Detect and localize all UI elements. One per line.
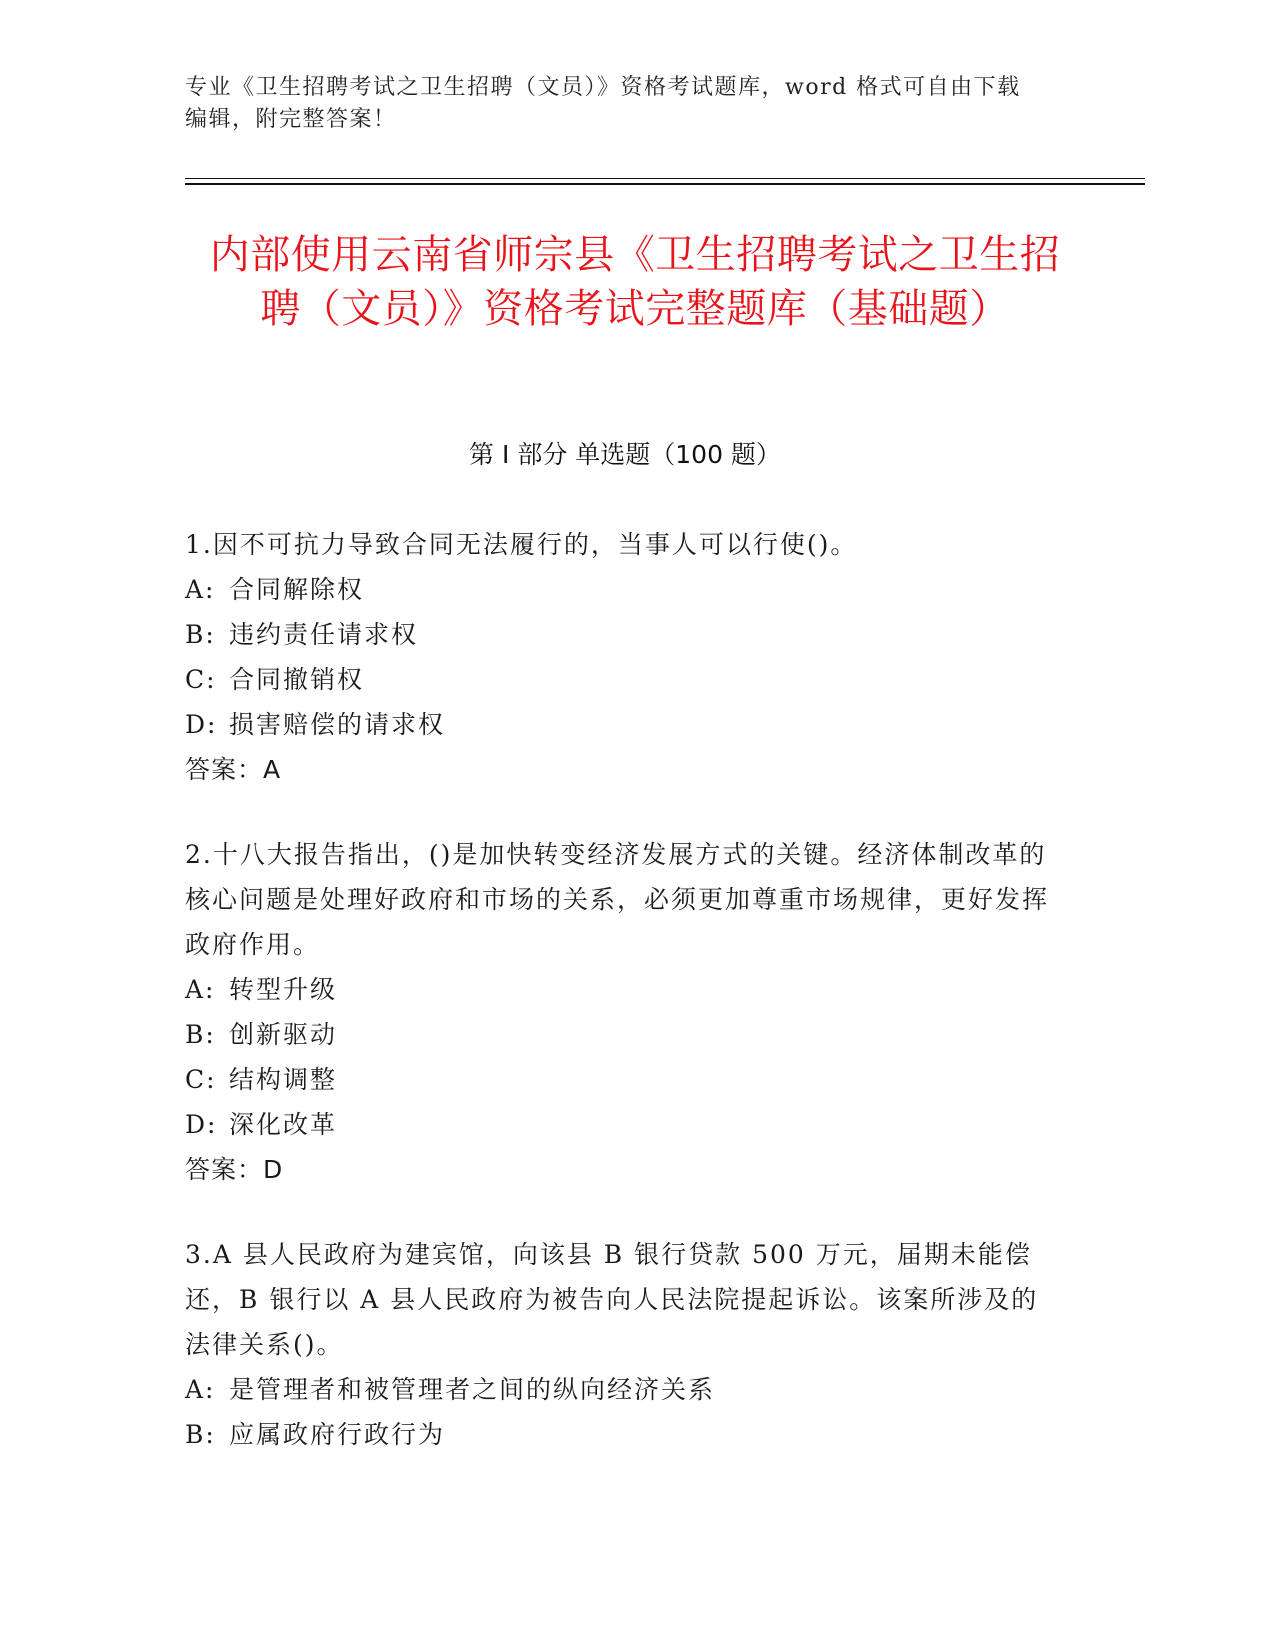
option-text: 违约责任请求权 bbox=[229, 620, 419, 649]
question-stem: 3.A 县人民政府为建宾馆，向该县 B 银行贷款 500 万元，届期未能偿还，B 银行以 A 县人民政府为被告向人民法院提起诉讼。该案所涉及的法律关系()。 bbox=[185, 1240, 1039, 1359]
question-list bbox=[185, 522, 1065, 1497]
option-c bbox=[185, 657, 1065, 702]
question-3 bbox=[185, 1232, 1065, 1457]
option-letter: A: bbox=[185, 1375, 216, 1404]
option-a bbox=[185, 567, 1065, 612]
question-2 bbox=[185, 832, 1065, 1192]
question-stem: 2.十八大报告指出，()是加快转变经济发展方式的关键。经济体制改革的核心问题是处理好政府和市场的关系，必须更加尊重市场规律，更好发挥政府作用。 bbox=[185, 840, 1050, 959]
document-title: 内部使用云南省师宗县《卫生招聘考试之卫生招聘（文员）》资格考试完整题库（基础题） bbox=[209, 232, 1061, 332]
header-note-line-2: 编辑，附完整答案！ bbox=[185, 107, 397, 132]
option-text: 合同解除权 bbox=[229, 575, 365, 604]
option-a bbox=[185, 1367, 1065, 1412]
option-b bbox=[185, 1012, 1065, 1057]
option-letter: B: bbox=[185, 1420, 216, 1449]
question-stem: 1.因不可抗力导致合同无法履行的，当事人可以行使()。 bbox=[185, 530, 858, 559]
option-text: 是管理者和被管理者之间的纵向经济关系 bbox=[229, 1375, 716, 1404]
header-rule-thin bbox=[185, 178, 1145, 179]
option-list bbox=[185, 567, 1065, 747]
option-a bbox=[185, 967, 1065, 1012]
answer-line: 答案：D bbox=[185, 1155, 284, 1184]
option-letter: C: bbox=[185, 665, 217, 694]
option-letter: B: bbox=[185, 620, 216, 649]
option-letter: D: bbox=[185, 1110, 218, 1139]
option-letter: D: bbox=[185, 710, 218, 739]
answer-line: 答案：A bbox=[185, 755, 282, 784]
option-text: 应属政府行政行为 bbox=[229, 1420, 446, 1449]
header-note bbox=[185, 72, 1075, 136]
option-b bbox=[185, 1412, 1065, 1457]
option-letter: A: bbox=[185, 975, 216, 1004]
section-heading: 第 I 部分 单选题（100 题） bbox=[469, 440, 781, 469]
header-note-line-1: 专业《卫生招聘考试之卫生招聘（文员）》资格考试题库，word 格式可自由下载 bbox=[185, 75, 1021, 100]
option-letter: A: bbox=[185, 575, 216, 604]
option-text: 转型升级 bbox=[229, 975, 338, 1004]
option-text: 创新驱动 bbox=[229, 1020, 338, 1049]
option-letter: B: bbox=[185, 1020, 216, 1049]
question-1 bbox=[185, 522, 1065, 792]
option-c bbox=[185, 1057, 1065, 1102]
option-letter: C: bbox=[185, 1065, 217, 1094]
option-text: 合同撤销权 bbox=[229, 665, 365, 694]
option-text: 结构调整 bbox=[229, 1065, 338, 1094]
option-text: 深化改革 bbox=[229, 1110, 338, 1139]
option-d bbox=[185, 702, 1065, 747]
header-rule-thick bbox=[185, 183, 1145, 185]
option-list bbox=[185, 967, 1065, 1147]
option-text: 损害赔偿的请求权 bbox=[229, 710, 446, 739]
option-list bbox=[185, 1367, 1065, 1457]
option-d bbox=[185, 1102, 1065, 1147]
option-b bbox=[185, 612, 1065, 657]
